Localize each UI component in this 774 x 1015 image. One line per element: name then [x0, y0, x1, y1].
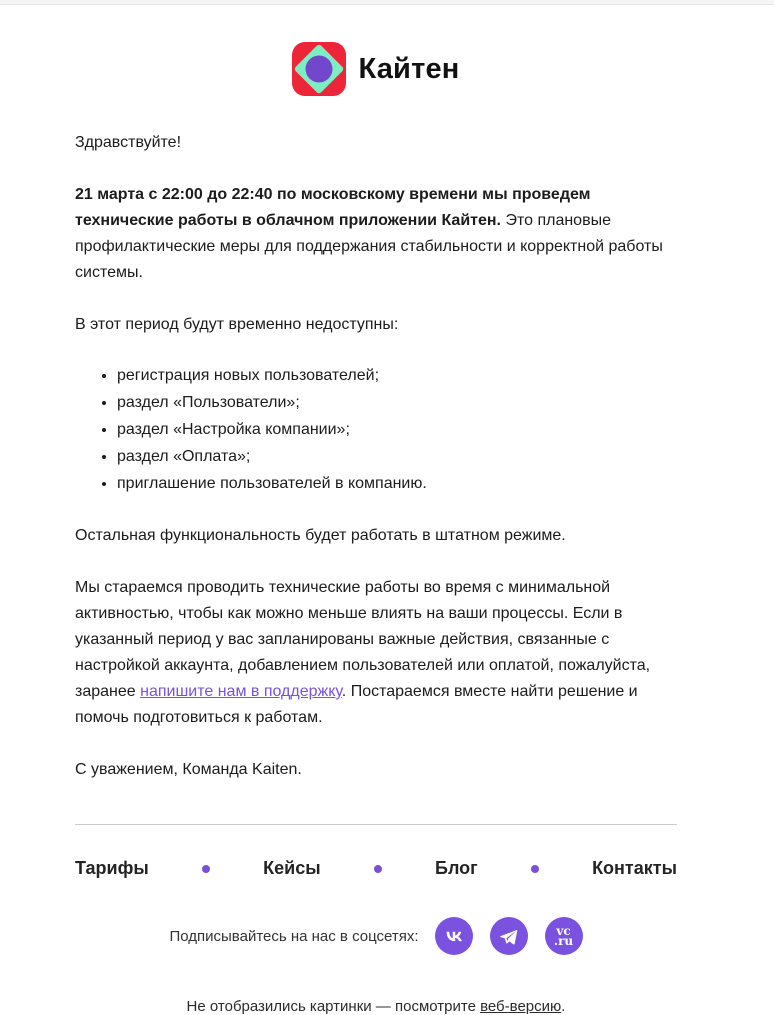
announcement-rest-text: Это плановые профилактические меры для поддержания стабильности и корректной работы системы. [75, 212, 663, 281]
email-body [75, 5, 677, 1015]
kaiten-logo-icon [292, 42, 346, 96]
signature-text: С уважением, Команда Kaiten. [75, 761, 302, 778]
list-item: • раздел «Настройка компании»; [117, 416, 677, 443]
footer-divider [75, 824, 677, 825]
list-item: • раздел «Оплата»; [117, 443, 677, 470]
normal-operation-text: Остальная функциональность будет работать в штатном режиме. [75, 527, 566, 544]
telegram-glyph [498, 926, 519, 947]
unavailable-intro-text: В этот период будут временно недоступны: [75, 316, 399, 333]
social-section [75, 917, 677, 955]
social-label: Подписывайтесь на нас в соцсетях: [169, 927, 419, 945]
list-item: • регистрация новых пользователей; [117, 362, 677, 389]
nav-link-tariffs[interactable]: Тарифы [75, 858, 149, 878]
support-text-after-link: . Постараемся вместе найти решение и помочь подготовиться к работам. [75, 683, 638, 726]
nav-link-contacts[interactable]: Контакты [592, 858, 677, 878]
nav-separator-dot [531, 865, 539, 873]
announcement-paragraph [75, 182, 677, 286]
support-link[interactable]: напишите нам в поддержку [140, 683, 342, 700]
bottom-note-before-link: Не отобразились картинки — посмотрите [186, 998, 481, 1015]
nav-separator-dot [374, 865, 382, 873]
web-version-link[interactable]: веб-версию [480, 998, 562, 1015]
logo-circle-shape [306, 56, 333, 83]
list-item: • раздел «Пользователи»; [117, 389, 677, 416]
nav-separator-dot [202, 865, 210, 873]
bottom-note-after-link: . [561, 998, 566, 1015]
footer-navigation [75, 858, 677, 879]
unavailable-list [75, 362, 677, 497]
telegram-icon[interactable] [490, 917, 528, 955]
vcru-glyph: vc .ru [553, 924, 574, 948]
vk-icon[interactable] [435, 917, 473, 955]
vk-glyph [443, 925, 465, 947]
vcru-icon[interactable] [545, 917, 583, 955]
support-text-before-link: Мы стараемся проводить технические работы во время с минимальной активностью, чтобы как можно меньше влиять на ваши процессы. Если в указанный период у вас запланированы важные действия, связанные с настройкой аккаунта, добавлением пользователей или оплатой, пожалуйста, заранее [75, 579, 651, 700]
social-icons [435, 917, 583, 955]
announcement-bold-text: 21 марта с 22:00 до 22:40 по московскому времени мы проведем технические работы в облачном приложении Кайтен. [75, 186, 591, 229]
nav-link-cases[interactable]: Кейсы [263, 858, 321, 878]
bottom-note [75, 998, 677, 1015]
nav-link-blog[interactable]: Блог [435, 858, 478, 878]
brand-wordmark: Кайтен [358, 52, 460, 85]
brand-logo [75, 41, 677, 97]
greeting-text: Здравствуйте! [75, 134, 182, 151]
support-paragraph [75, 575, 677, 731]
list-item: • приглашение пользователей в компанию. [117, 470, 677, 497]
